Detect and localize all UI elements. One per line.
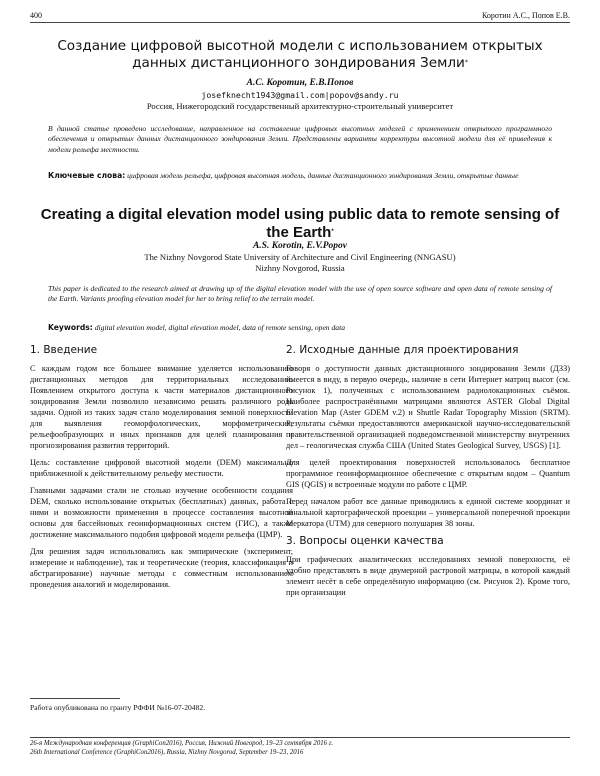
- intro-paragraph: Цель: составление цифровой высотной модели (DEM) максимально приближенной к действительному рельефу местности.: [30, 458, 293, 478]
- data-heading: 2. Исходные данные для проектирования: [286, 344, 519, 356]
- footer-line-ru: 26-я Международная конференция (GraphiCon2016), Россия, Нижний Новгород, 19–23 сентября 2016 г.: [30, 740, 333, 747]
- intro-paragraph: С каждым годом все большее внимание уделяется использованию дистанционных методов для территориальных исследований. Появлением открытого доступа к части материалов дистанционного зондирования Земли позволило независимо решать различного рода задачи. Одной из таких задач стало моделирования земной поверхности для выявления геоморфологических, морфометрических, рельефообразующих и иных признаков для целей планирования и прогнозирования развития территорий.: [30, 364, 293, 450]
- en-keywords-text: digital elevation model, digital elevation model, data of remote sensing, open data: [94, 323, 346, 332]
- footer-line-en: 26th International Conference (GraphiCon2016), Russia, Nizhny Novgorod, September 19–23, 2016: [30, 749, 304, 756]
- ru-authors: А.С. Коротин, Е.В.Попов: [246, 78, 354, 88]
- data-paragraph: Перед началом работ все данные приводились к единой системе координат и зональной картографической проекции – универсальной поперечной проекции Меркатора (UTM) для северного полушария 38 зоны.: [286, 497, 570, 528]
- en-affiliation: [30, 252, 570, 274]
- header-rule: [30, 22, 570, 23]
- en-affiliation-line2: Nizhny Novgorod, Russia: [255, 263, 345, 273]
- en-keywords: [48, 323, 552, 333]
- ru-title-text: Создание цифровой высотной модели с использованием открытых данных дистанционного зондирования Земли: [57, 38, 543, 71]
- footnote: Работа опубликована по гранту РФФИ №16-07-20482.: [30, 703, 206, 712]
- ru-abstract: В данной статье проведено исследование, направленное на составление цифровых высотных моделей с применением открытого программного обеспечения и открытых данных дистанционного зондирования Земли. Представлены варианты корректуры высотной модели для её приведения к модели рельефа местности.: [48, 124, 552, 154]
- running-authors: Коротин А.С., Попов Е.В.: [481, 11, 570, 20]
- en-abstract: This paper is dedicated to the research aimed at drawing up of the digital elevation model with the use of open source software and open data of remote sensing of the Earth. Variants proofing elevation model for her to bring relief to the terrain model.: [48, 284, 552, 304]
- left-column: [30, 344, 293, 596]
- intro-paragraph: Для решения задач использовались как эмпирические (эксперимент, измерение и наблюдение), так и теоретические (теория, классификация и абстрагирование) научные методы с совместным использованием проведения аналогий и моделирования.: [30, 547, 293, 589]
- ru-title: [30, 38, 570, 71]
- en-authors: A.S. Korotin, E.V.Popov: [252, 241, 348, 251]
- quality-heading: 3. Вопросы оценки качества: [286, 535, 444, 547]
- footnote-rule: [30, 698, 120, 699]
- en-affiliation-line1: The Nizhny Novgorod State University of Architecture and Civil Engineering (NNGASU): [144, 252, 456, 262]
- quality-paragraph: При графических аналитических исследованиях земной поверхности, её удобно представлять в виде двумерной растровой матрицы, в которой каждый элемент несёт в себе определённую информацию (см. Рисунок 2). Кроме того, при организации: [286, 555, 570, 597]
- ru-keywords: [48, 171, 552, 181]
- en-title: [30, 206, 570, 241]
- intro-paragraph: Главными задачами стали не столько изучение особенности создания DEM, сколько использование открытых (бесплатных) данных, работа с ними и возможности применения в процессе составления высотной основы для бассейновых геоинформационных систем (ГИС), а также достижение максимального подобия цифровой модели рельефа (ЦМР).: [30, 486, 293, 539]
- footer-rule: [30, 737, 570, 738]
- en-title-mark: *: [331, 228, 334, 235]
- intro-heading: 1. Введение: [30, 344, 98, 356]
- en-keywords-label: Keywords:: [48, 323, 93, 332]
- data-paragraph: Говоря о доступности данных дистанционного зондирования Земли (ДЗЗ) имеется в виду, в первую очередь, наличие в сети Интернет матриц высот (см. Рисунок 1), полученных с использованием радиолокационных съёмок. Наиболее распространёнными матрицами являются ASTER Global Digital Elevation Map (Aster GDEM v.2) и Shuttle Radar Topography Mission (SRTM). Результаты съёмки предоставляются американской научно-исследовательской правительственной организацией подведомственной министерству внутренних дел – геологическая служба США (United States Geological Survey, USGS) [1].: [286, 364, 570, 450]
- right-column: [286, 344, 570, 604]
- ru-keywords-text: цифровая модель рельефа, цифровая высотная модель, данные дистанционного зондирования Земли, открытые данные: [127, 171, 519, 180]
- data-paragraph: Для целей проектирования поверхностей использовалось бесплатное программное геоинформационное обеспечение с открытым кодом – Quantum GIS (QGIS) и встроенные модули по работе с ЦМР.: [286, 458, 570, 489]
- ru-keywords-label: Ключевые слова:: [48, 171, 126, 180]
- en-title-text: Creating a digital elevation model using public data to remote sensing of the Earth: [40, 206, 560, 241]
- ru-email: josefknecht1943@gmail.com|popov@sandy.ru: [201, 90, 399, 100]
- ru-title-mark: *: [464, 58, 468, 66]
- ru-affiliation: Россия, Нижегородский государственный архитектурно-строительный университет: [146, 101, 454, 111]
- page-number: 400: [30, 11, 42, 20]
